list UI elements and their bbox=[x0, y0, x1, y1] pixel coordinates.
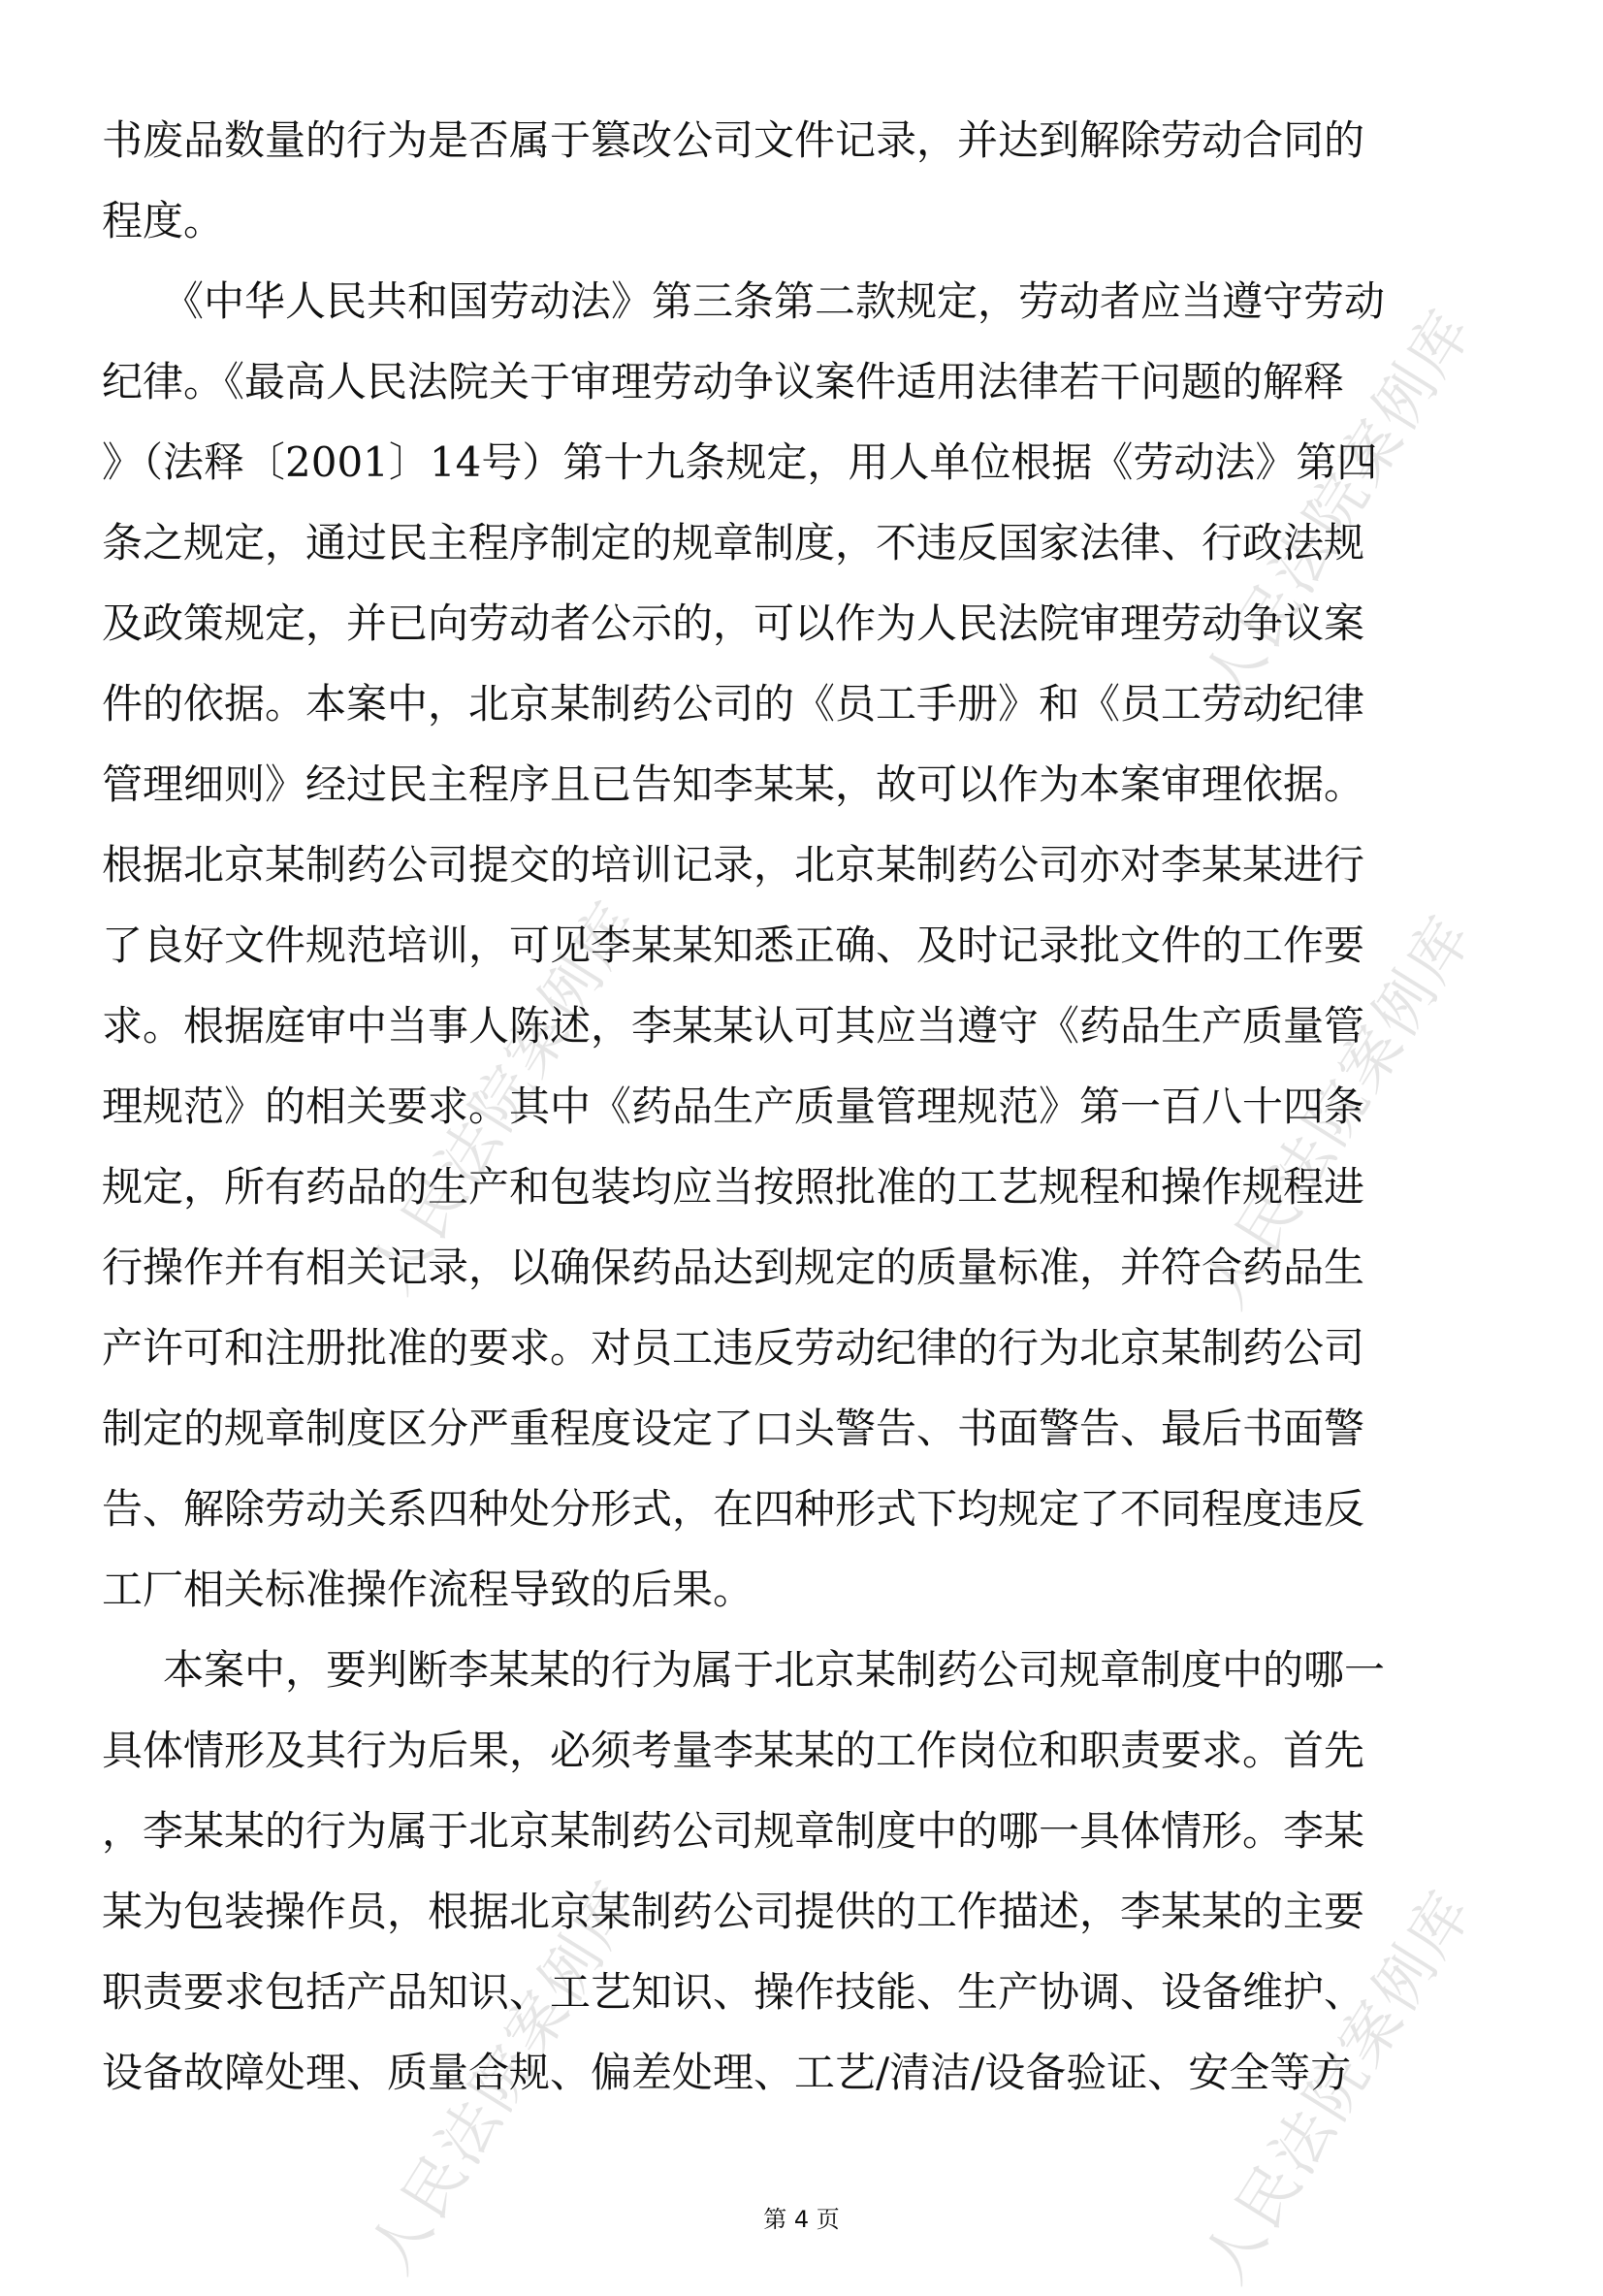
text-line: 制定的规章制度区分严重程度设定了口头警告、书面警告、最后书面警 bbox=[102, 1405, 1365, 1452]
watermark: 人民法院案例库 bbox=[1189, 902, 1487, 1320]
text-line: 理规范》的相关要求。其中《药品生产质量管理规范》第一百八十四条 bbox=[102, 1083, 1365, 1130]
watermark: 人民法院案例库 bbox=[1189, 296, 1487, 714]
paragraph-start-line: 本案中，要判断李某某的行为属于北京某制药公司规章制度中的哪一 bbox=[163, 1646, 1386, 1694]
text-line: 程度。 bbox=[102, 197, 225, 244]
text-line: 书废品数量的行为是否属于篡改公司文件记录，并达到解除劳动合同的 bbox=[102, 116, 1365, 164]
watermark: 人民法院案例库 bbox=[1189, 1877, 1487, 2295]
watermark: 人民法院案例库 bbox=[355, 1867, 653, 2285]
watermark: 人民法院案例库 bbox=[355, 888, 653, 1306]
page-number: 第 4 页 bbox=[763, 2206, 840, 2233]
text-line: 了良好文件规范培训，可见李某某知悉正确、及时记录批文件的工作要 bbox=[102, 922, 1365, 969]
text-line: 产许可和注册批准的要求。对员工违反劳动纪律的行为北京某制药公司 bbox=[102, 1324, 1365, 1372]
text-line: 职责要求包括产品知识、工艺知识、操作技能、生产协调、设备维护、 bbox=[102, 1968, 1365, 2016]
text-line: ，李某某的行为属于北京某制药公司规章制度中的哪一具体情形。李某 bbox=[102, 1807, 1365, 1855]
text-line: 具体情形及其行为后果，必须考量李某某的工作岗位和职责要求。首先 bbox=[102, 1727, 1365, 1774]
paragraph-start-line: 《中华人民共和国劳动法》第三条第二款规定，劳动者应当遵守劳动 bbox=[163, 277, 1386, 325]
text-line: 条之规定，通过民主程序制定的规章制度，不违反国家法律、行政法规 bbox=[102, 519, 1365, 566]
text-line: 行操作并有相关记录，以确保药品达到规定的质量标准，并符合药品生 bbox=[102, 1244, 1365, 1291]
text-line: 根据北京某制药公司提交的培训记录，北京某制药公司亦对李某某进行 bbox=[102, 841, 1365, 889]
text-line: 纪律。《最高人民法院关于审理劳动争议案件适用法律若干问题的解释 bbox=[102, 358, 1345, 405]
text-line: 管理细则》经过民主程序且已告知李某某，故可以作为本案审理依据。 bbox=[102, 760, 1365, 808]
text-line: 》（法释〔2001〕14号）第十九条规定，用人单位根据《劳动法》第四 bbox=[102, 438, 1378, 486]
text-line: 规定，所有药品的生产和包装均应当按照批准的工艺规程和操作规程进 bbox=[102, 1163, 1365, 1211]
text-line: 工厂相关标准操作流程导致的后果。 bbox=[102, 1566, 754, 1613]
text-line: 告、解除劳动关系四种处分形式，在四种形式下均规定了不同程度违反 bbox=[102, 1485, 1365, 1533]
text-line: 件的依据。本案中，北京某制药公司的《员工手册》和《员工劳动纪律 bbox=[102, 680, 1365, 728]
text-line: 及政策规定，并已向劳动者公示的，可以作为人民法院审理劳动争议案 bbox=[102, 599, 1365, 647]
text-line: 设备故障处理、质量合规、偏差处理、工艺/清洁/设备验证、安全等方 bbox=[102, 2049, 1352, 2096]
text-line: 求。根据庭审中当事人陈述，李某某认可其应当遵守《药品生产质量管 bbox=[102, 1002, 1365, 1050]
text-line: 某为包装操作员，根据北京某制药公司提供的工作描述，李某某的主要 bbox=[102, 1888, 1365, 1935]
